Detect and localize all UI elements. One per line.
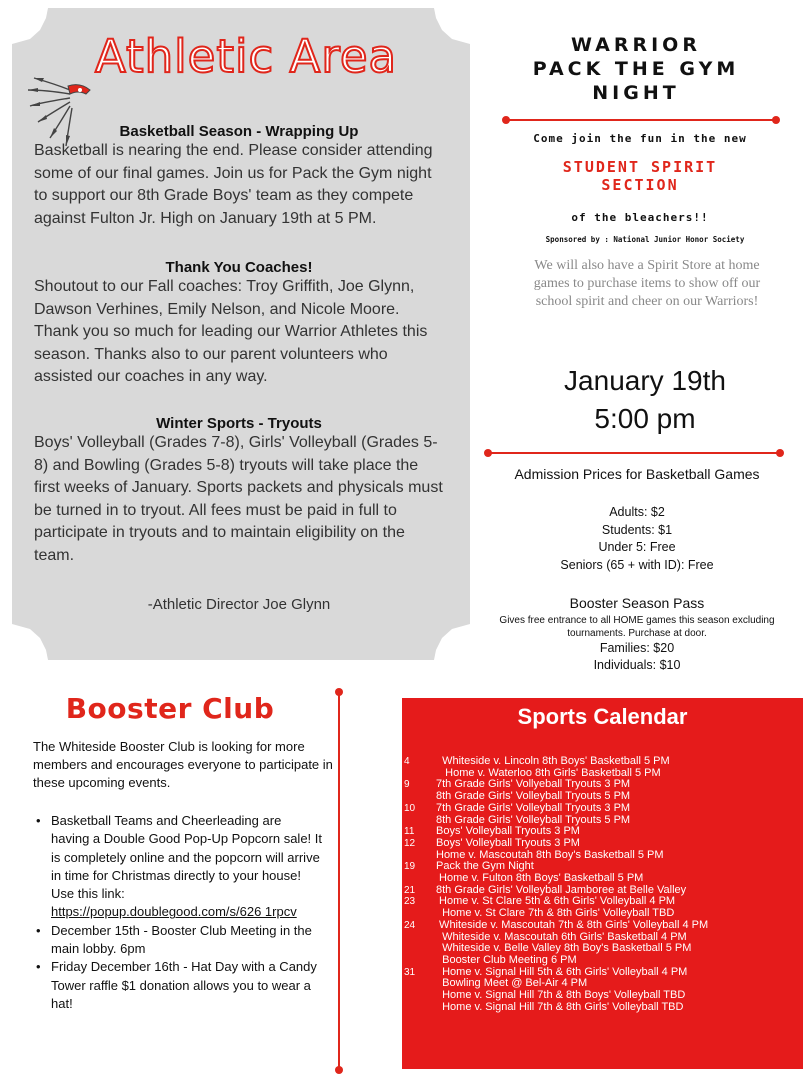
calendar-row [402, 990, 803, 1002]
pass-title: Booster Season Pass [569, 595, 705, 611]
calendar-event: Home v. Signal Hill 7th & 8th Girls' Volleyball TBD [436, 1000, 684, 1013]
student-spirit-section [500, 158, 780, 194]
price-item: Seniors (65 + with ID): Free [560, 557, 714, 572]
calendar-event: Home v. Signal Hill 5th & 6th Girls' Volleyball 4 PM [436, 965, 688, 978]
price-item: Under 5: Free [598, 540, 676, 554]
booster-season-pass [494, 594, 780, 674]
coaches-section [34, 259, 444, 389]
divider [488, 452, 780, 454]
calendar-day: 31 [404, 966, 416, 978]
calendar-title: Sports Calendar [517, 704, 688, 729]
basketball-section [34, 123, 444, 230]
booster-intro: The Whiteside Booster Club is looking for more members and encourages everyone to participate in these upcoming events. [33, 739, 333, 790]
calendar-day: 19 [404, 861, 416, 873]
calendar-day [402, 791, 436, 803]
event-date-time [520, 362, 770, 438]
calendar-day [402, 815, 436, 827]
calendar-day: 24 [404, 919, 416, 931]
calendar-day [402, 908, 436, 920]
calendar-row [402, 873, 803, 885]
calendar-row [402, 1002, 803, 1014]
calendar-event: Whiteside v. Mascoutah 7th & 8th Girls' Volleyball 4 PM [436, 918, 709, 931]
divider [506, 119, 776, 121]
spirit-line: STUDENT SPIRIT [562, 158, 718, 176]
vertical-divider [338, 692, 340, 1070]
tryouts-section [34, 415, 444, 567]
list-item: • December 15th - Booster Club Meeting in the main lobby. 6pm [33, 922, 323, 959]
event-date: January 19th [564, 365, 726, 396]
calendar-day [402, 1002, 436, 1014]
calendar-event: Bowling Meet @ Bel-Air 4 PM [436, 977, 588, 990]
calendar-day [402, 932, 436, 944]
calendar-day [402, 978, 436, 990]
calendar-event: 7th Grade Girls' Volleyball Tryouts 3 PM [436, 801, 631, 814]
calendar-event: Boys' Volleyball Tryouts 3 PM [436, 825, 580, 838]
calendar-event: Home v. Signal Hill 7th & 8th Boys' Volleyball TBD [436, 989, 686, 1002]
admission-prices [494, 504, 780, 574]
pack-the-gym-title [500, 33, 772, 105]
calendar-event: Home v. Mascoutah 8th Boy's Basketball 5 PM [436, 848, 664, 861]
athletic-area-title: Athletic Area [95, 30, 398, 83]
calendar-rows [402, 756, 803, 1013]
section-body: Shoutout to our Fall coaches: Troy Griffith, Joe Glynn, Dawson Verhines, Emily Nelson, and Nicole Moore. Thank you so much for leading our Warrior Athletes this season. Thanks also to our parent volunteers who assisted our coaches in any way. [34, 278, 428, 385]
section-heading: Winter Sports - Tryouts [156, 415, 322, 432]
pass-description: Gives free entrance to all HOME games this season excluding tournaments. Purchase at door. [499, 615, 775, 639]
sponsored-by-text: Sponsored by : National Junior Honor Society [545, 235, 745, 244]
calendar-event: Home v. St Clare 7th & 8th Girls' Volleyball TBD [436, 907, 675, 920]
calendar-row [402, 803, 803, 815]
booster-club-title: Booster Club [65, 692, 275, 725]
calendar-day: 9 [404, 779, 410, 791]
price-item: Adults: $2 [609, 505, 665, 519]
calendar-row [402, 756, 803, 768]
title-line: PACK THE GYM [532, 58, 740, 80]
calendar-day [402, 990, 436, 1002]
calendar-event: 8th Grade Girls' Volleyball Jamboree at Belle Valley [436, 883, 687, 896]
pass-price: Individuals: $10 [593, 658, 681, 672]
price-item: Students: $1 [601, 522, 673, 537]
athletic-director-signature: -Athletic Director Joe Glynn [147, 596, 331, 613]
title-line: WARRIOR [571, 34, 701, 56]
calendar-event: Booster Club Meeting 6 PM [436, 953, 577, 966]
calendar-event: Whiteside v. Belle Valley 8th Boy's Basketball 5 PM [436, 942, 692, 955]
calendar-row [402, 838, 803, 850]
list-item [33, 812, 323, 922]
event-time: 5:00 pm [594, 403, 696, 434]
calendar-day: 23 [404, 896, 416, 908]
calendar-event: 8th Grade Girls' Volleyball Tryouts 5 PM [436, 790, 631, 803]
calendar-day: 21 [404, 884, 416, 896]
calendar-event: Boys' Volleyball Tryouts 3 PM [436, 836, 580, 849]
calendar-event: Whiteside v. Lincoln 8th Boys' Basketball 5 PM [436, 755, 670, 767]
spirit-line: SECTION [601, 176, 679, 194]
title-line: NIGHT [592, 82, 680, 104]
section-body: Boys' Volleyball (Grades 7-8), Girls' Volleyball (Grades 5-8) and Bowling (Grades 5-8) tryouts will take place the first weeks of January. Sports packets and physicals must be turned in to tryout. All fees must be paid in full to participate in tryouts and to maintain eligibility on the team. [34, 434, 443, 564]
calendar-day: 10 [404, 802, 416, 814]
calendar-day: 11 [404, 826, 415, 838]
calendar-event: 8th Grade Girls' Volleyball Tryouts 5 PM [436, 813, 631, 826]
bleachers-text: of the bleachers!! [571, 211, 709, 224]
calendar-row [402, 955, 803, 967]
section-body: Basketball is nearing the end. Please consider attending some of our final games. Join us for Pack the Gym night to support our 8th Grade Boys' team as they compete against Fulton Jr. High on January 19th at 5 PM. [34, 142, 433, 227]
calendar-event: Home v. Fulton 8th Boys' Basketball 5 PM [436, 872, 644, 885]
calendar-event: 7th Grade Girls' Vollyeball Tryouts 3 PM [436, 778, 631, 791]
calendar-day: 12 [404, 837, 416, 849]
spirit-store-text: We will also have a Spirit Store at home games to purchase items to show off our school spirit and cheer on our Warriors! [533, 258, 761, 309]
calendar-row [402, 920, 803, 932]
calendar-event: Home v. Waterloo 8th Girls' Basketball 5 PM [436, 766, 661, 779]
list-item: • Friday December 16th - Hat Day with a Candy Tower raffle $1 donation allows you to wear a hat! [33, 958, 323, 1013]
popcorn-sale-text: Basketball Teams and Cheerleading are having a Double Good Pop-Up Popcorn sale! It is completely online and the popcorn will arrive in time for Christmas directly to your house! Use this link: [51, 813, 323, 902]
calendar-event: Home v. St Clare 5th & 6th Girls' Volleyball 4 PM [436, 895, 676, 908]
section-heading: Thank You Coaches! [165, 259, 313, 276]
calendar-day [402, 768, 436, 780]
booster-events-list [33, 812, 323, 1013]
calendar-day: 4 [404, 756, 410, 767]
come-join-text: Come join the fun in the new [533, 132, 747, 145]
calendar-event: Pack the Gym Night [436, 860, 534, 873]
calendar-day [402, 850, 436, 862]
calendar-day [402, 873, 436, 885]
section-heading: Basketball Season - Wrapping Up [119, 123, 359, 140]
admission-title: Admission Prices for Basketball Games [514, 466, 760, 482]
pass-price: Families: $20 [599, 641, 675, 655]
calendar-event: Whiteside v. Mascoutah 6th Girls' Basketball 4 PM [436, 930, 687, 943]
calendar-day [402, 943, 436, 955]
sports-calendar [402, 698, 803, 1069]
calendar-day [402, 955, 436, 967]
popcorn-sale-link[interactable]: https://popup.doublegood.com/s/626 1rpcv [51, 904, 297, 920]
